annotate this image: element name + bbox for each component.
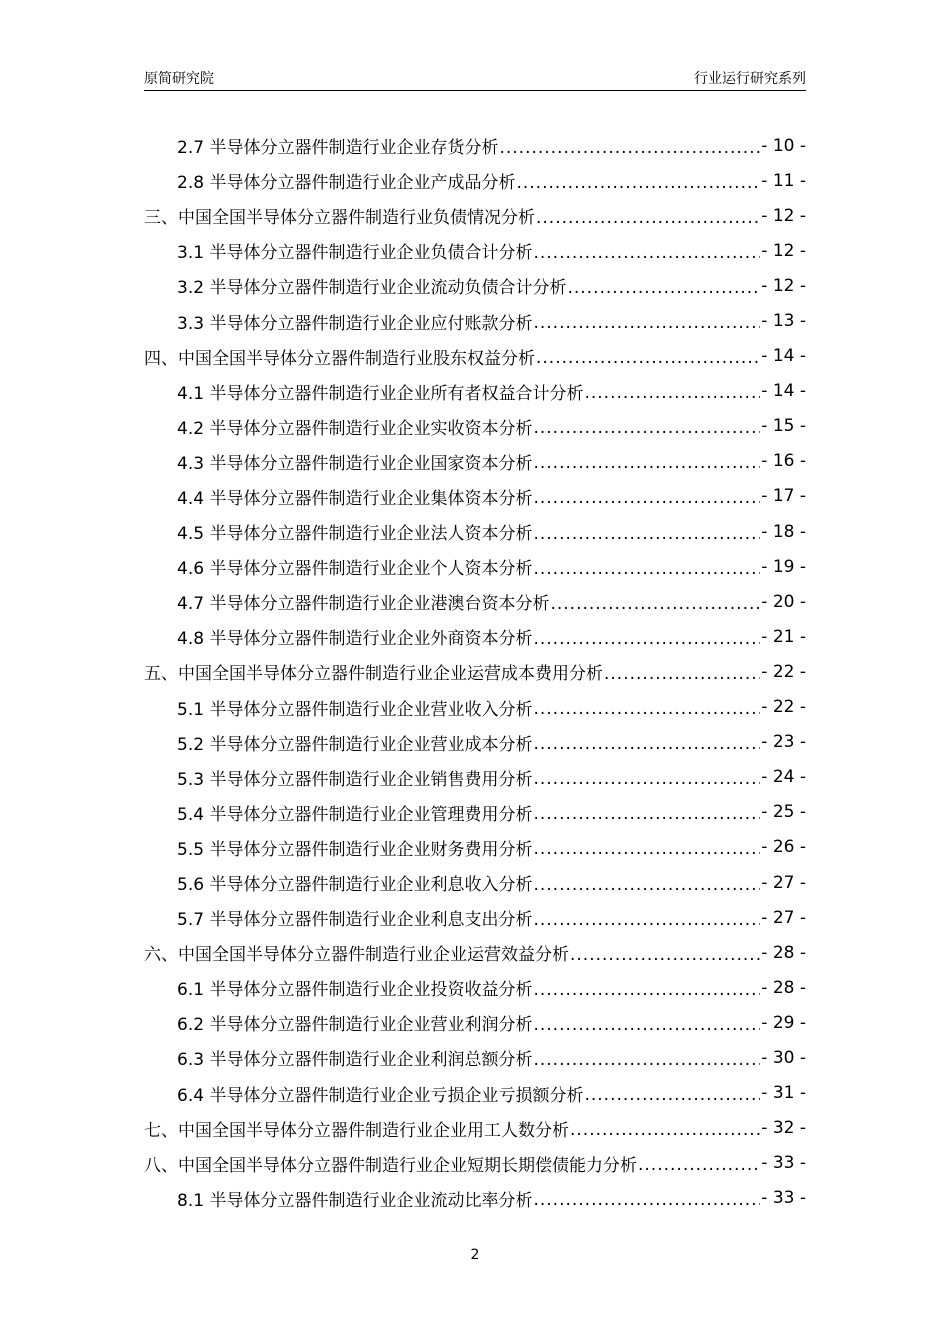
toc-entry-title: 4.5 半导体分立器件制造行业企业法人资本分析 [177, 524, 533, 545]
toc-entry[interactable] [144, 409, 806, 444]
toc-entry[interactable] [144, 303, 806, 338]
toc-entry-page: - 15 - [761, 416, 806, 437]
toc-entry[interactable] [144, 760, 806, 795]
toc-dot-leader [536, 348, 760, 368]
toc-entry-title: 3.2 半导体分立器件制造行业企业流动负债合计分析 [177, 278, 567, 299]
toc-entry-page: - 27 - [761, 872, 806, 893]
toc-dot-leader [584, 1085, 760, 1105]
toc-dot-leader [533, 804, 760, 824]
toc-entry-page: - 17 - [761, 486, 806, 507]
toc-dot-leader [533, 313, 760, 333]
toc-entry[interactable] [144, 725, 806, 760]
toc-entry[interactable] [144, 479, 806, 514]
toc-dot-leader [536, 208, 760, 228]
toc-dot-leader [533, 559, 760, 579]
toc-entry[interactable] [144, 1146, 806, 1181]
toc-entry-title: 5.1 半导体分立器件制造行业企业营业收入分析 [177, 699, 533, 720]
toc-entry-page: - 32 - [761, 1118, 806, 1139]
toc-entry-title: 8.1 半导体分立器件制造行业企业流动比率分析 [177, 1190, 533, 1211]
toc-dot-leader [567, 278, 760, 298]
toc-entry-page: - 33 - [761, 1153, 806, 1174]
toc-dot-leader [516, 173, 760, 193]
toc-entry-title: 5.5 半导体分立器件制造行业企业财务费用分析 [177, 839, 533, 860]
toc-dot-leader [570, 1120, 760, 1140]
toc-entry-page: - 19 - [761, 556, 806, 577]
toc-entry-title: 4.6 半导体分立器件制造行业企业个人资本分析 [177, 559, 533, 580]
toc-entry-title: 6.4 半导体分立器件制造行业企业亏损企业亏损额分析 [177, 1085, 584, 1106]
toc-entry-page: - 14 - [761, 381, 806, 402]
toc-dot-leader [533, 769, 760, 789]
toc-dot-leader [570, 945, 760, 965]
toc-entry-title: 4.1 半导体分立器件制造行业企业所有者权益合计分析 [177, 383, 584, 404]
toc-dot-leader [533, 1050, 760, 1070]
toc-entry-page: - 28 - [761, 977, 806, 998]
toc-dot-leader [533, 875, 760, 895]
toc-dot-leader [533, 1015, 760, 1035]
toc-entry-title: 2.7 半导体分立器件制造行业企业存货分析 [177, 138, 499, 159]
toc-dot-leader [584, 383, 760, 403]
toc-entry[interactable] [144, 514, 806, 549]
toc-entry[interactable] [144, 619, 806, 654]
toc-entry-page: - 20 - [761, 591, 806, 612]
toc-entry[interactable] [144, 339, 806, 374]
toc-dot-leader [533, 418, 760, 438]
table-of-contents [144, 128, 806, 1216]
toc-entry-page: - 12 - [761, 205, 806, 226]
toc-entry-title: 六、中国全国半导体分立器件制造行业企业运营效益分析 [144, 945, 569, 966]
toc-dot-leader [533, 488, 760, 508]
toc-entry[interactable] [144, 690, 806, 725]
toc-entry-page: - 12 - [761, 240, 806, 261]
toc-entry-page: - 27 - [761, 907, 806, 928]
toc-entry-title: 七、中国全国半导体分立器件制造行业企业用工人数分析 [144, 1120, 569, 1141]
toc-entry-page: - 28 - [761, 942, 806, 963]
toc-entry[interactable] [144, 1181, 806, 1216]
toc-entry-page: - 18 - [761, 521, 806, 542]
toc-dot-leader [499, 138, 760, 158]
toc-entry-title: 2.8 半导体分立器件制造行业企业产成品分析 [177, 173, 516, 194]
toc-entry[interactable] [144, 1076, 806, 1111]
toc-entry-page: - 29 - [761, 1012, 806, 1033]
toc-entry-title: 4.7 半导体分立器件制造行业企业港澳台资本分析 [177, 594, 550, 615]
toc-entry-page: - 13 - [761, 311, 806, 332]
toc-entry[interactable] [144, 970, 806, 1005]
toc-entry-page: - 10 - [761, 135, 806, 156]
toc-entry-page: - 12 - [761, 275, 806, 296]
toc-entry[interactable] [144, 584, 806, 619]
toc-dot-leader [533, 243, 760, 263]
toc-dot-leader [533, 699, 760, 719]
toc-entry-title: 6.3 半导体分立器件制造行业企业利润总额分析 [177, 1050, 533, 1071]
toc-entry-title: 6.2 半导体分立器件制造行业企业营业利润分析 [177, 1015, 533, 1036]
toc-entry[interactable] [144, 128, 806, 163]
toc-entry-page: - 16 - [761, 451, 806, 472]
toc-entry-title: 5.4 半导体分立器件制造行业企业管理费用分析 [177, 804, 533, 825]
toc-entry[interactable] [144, 1111, 806, 1146]
toc-entry-title: 4.4 半导体分立器件制造行业企业集体资本分析 [177, 488, 533, 509]
toc-entry[interactable] [144, 1040, 806, 1075]
toc-entry[interactable] [144, 865, 806, 900]
toc-entry-title: 八、中国全国半导体分立器件制造行业企业短期长期偿债能力分析 [144, 1155, 637, 1176]
toc-entry-page: - 25 - [761, 802, 806, 823]
toc-entry-page: - 33 - [761, 1188, 806, 1209]
toc-entry-page: - 21 - [761, 626, 806, 647]
toc-entry[interactable] [144, 268, 806, 303]
toc-entry-title: 4.3 半导体分立器件制造行业企业国家资本分析 [177, 453, 533, 474]
toc-entry-page: - 11 - [761, 170, 806, 191]
toc-entry-page: - 22 - [761, 697, 806, 718]
toc-dot-leader [550, 594, 760, 614]
toc-dot-leader [533, 1190, 760, 1210]
toc-entry-page: - 31 - [761, 1083, 806, 1104]
toc-entry[interactable] [144, 900, 806, 935]
page-number: 2 [470, 1247, 480, 1263]
toc-entry[interactable] [144, 830, 806, 865]
toc-entry-title: 3.3 半导体分立器件制造行业企业应付账款分析 [177, 313, 533, 334]
toc-dot-leader [533, 524, 760, 544]
toc-dot-leader [533, 839, 760, 859]
toc-dot-leader [604, 664, 760, 684]
toc-dot-leader [533, 734, 760, 754]
toc-entry-title: 四、中国全国半导体分立器件制造行业股东权益分析 [144, 348, 535, 369]
toc-entry[interactable] [144, 795, 806, 830]
toc-entry[interactable] [144, 935, 806, 970]
toc-entry[interactable] [144, 444, 806, 479]
header-series-name: 行业运行研究系列 [694, 71, 806, 87]
toc-entry-title: 4.8 半导体分立器件制造行业企业外商资本分析 [177, 629, 533, 650]
toc-entry-title: 三、中国全国半导体分立器件制造行业负债情况分析 [144, 208, 535, 229]
toc-entry[interactable] [144, 1005, 806, 1040]
toc-entry-page: - 22 - [761, 661, 806, 682]
toc-entry[interactable] [144, 549, 806, 584]
toc-entry[interactable] [144, 654, 806, 689]
toc-dot-leader [533, 453, 760, 473]
toc-entry-page: - 26 - [761, 837, 806, 858]
toc-entry[interactable] [144, 233, 806, 268]
page-header [144, 66, 806, 91]
header-org-name: 原简研究院 [144, 71, 214, 87]
toc-entry[interactable] [144, 163, 806, 198]
toc-dot-leader [533, 629, 760, 649]
toc-entry-title: 3.1 半导体分立器件制造行业企业负债合计分析 [177, 243, 533, 264]
toc-entry[interactable] [144, 198, 806, 233]
toc-entry-page: - 30 - [761, 1047, 806, 1068]
toc-entry-title: 6.1 半导体分立器件制造行业企业投资收益分析 [177, 980, 533, 1001]
toc-entry-title: 五、中国全国半导体分立器件制造行业企业运营成本费用分析 [144, 664, 603, 685]
toc-entry[interactable] [144, 374, 806, 409]
toc-dot-leader [638, 1155, 760, 1175]
toc-entry-title: 5.7 半导体分立器件制造行业企业利息支出分析 [177, 910, 533, 931]
toc-entry-page: - 24 - [761, 767, 806, 788]
toc-entry-page: - 23 - [761, 732, 806, 753]
toc-dot-leader [533, 980, 760, 1000]
toc-dot-leader [533, 910, 760, 930]
toc-entry-title: 5.2 半导体分立器件制造行业企业营业成本分析 [177, 734, 533, 755]
toc-entry-title: 5.3 半导体分立器件制造行业企业销售费用分析 [177, 769, 533, 790]
toc-entry-title: 5.6 半导体分立器件制造行业企业利息收入分析 [177, 875, 533, 896]
toc-entry-title: 4.2 半导体分立器件制造行业企业实收资本分析 [177, 418, 533, 439]
toc-entry-page: - 14 - [761, 346, 806, 367]
